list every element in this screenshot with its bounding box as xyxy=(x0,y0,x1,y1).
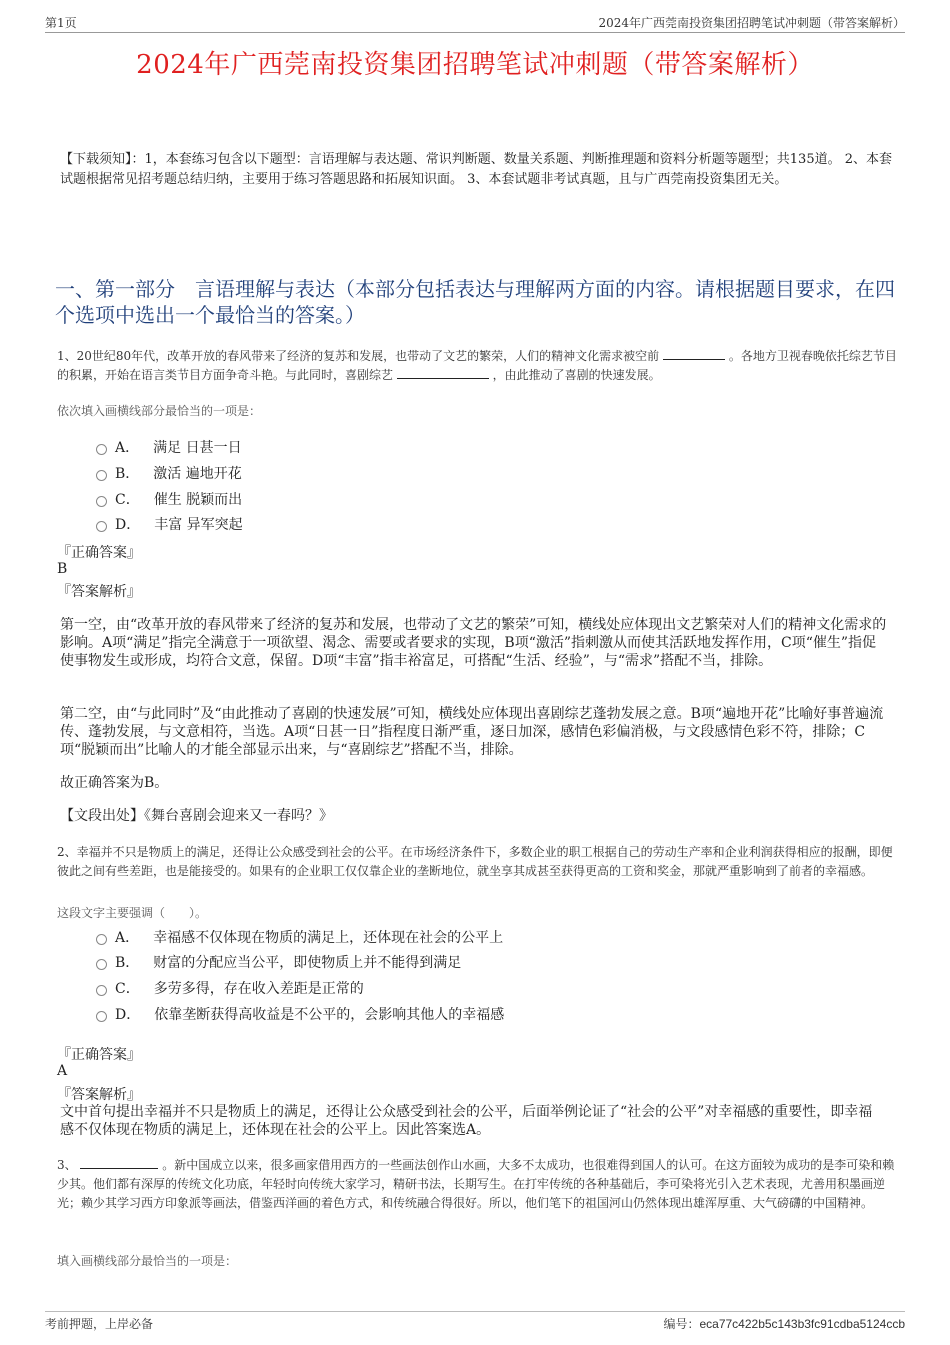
option-letter: B． xyxy=(115,955,140,971)
question-3-text xyxy=(57,1156,895,1213)
radio-icon[interactable] xyxy=(96,496,107,507)
radio-icon[interactable] xyxy=(96,985,107,996)
option-letter: D． xyxy=(115,517,141,533)
q3-blank xyxy=(80,1156,158,1169)
header-divider xyxy=(45,32,905,33)
q2-analysis-label: 『答案解析』 xyxy=(57,1087,141,1103)
option-text: 丰富 异军突起 xyxy=(154,517,243,533)
q2-option-a[interactable] xyxy=(96,927,503,947)
q1-analysis-conclusion: 故正确答案为B。 xyxy=(60,775,169,791)
q1-blank-1 xyxy=(663,347,725,360)
q1-blank-2 xyxy=(397,366,489,379)
q2-prompt: 这段文字主要强调（ ）。 xyxy=(57,906,208,920)
option-text: 幸福感不仅体现在物质的满足上，还体现在社会的公平上 xyxy=(153,930,504,946)
section-title: 一、第一部分 言语理解与表达（本部分包括表达与理解两方面的内容。请根据题目要求，在四个选项中选出一个最恰当的答案。） xyxy=(55,277,895,327)
radio-icon[interactable] xyxy=(96,470,107,481)
radio-icon[interactable] xyxy=(96,521,107,532)
option-letter: B． xyxy=(115,466,140,482)
option-text: 满足 日甚一日 xyxy=(153,440,242,456)
q2-answer: A xyxy=(57,1063,68,1079)
q2-answer-label: 『正确答案』 xyxy=(57,1047,141,1063)
radio-icon[interactable] xyxy=(96,934,107,945)
q1-analysis-paragraph-2: 第二空，由“与此同时”及“由此推动了喜剧的快速发展”可知，横线处应体现出喜剧综艺蓬勃发展之意。B项“遍地开花”比喻好事普遍流传、蓬勃发展，与文意相符，当选。A项“日甚一日”指程度日渐严重，逐日加深，感情色彩偏消极，与文段感情色彩不符，排除；C项“脱颖而出”比喻人的才能全部显示出来，与“喜剧综艺”搭配不当，排除。 xyxy=(60,706,884,758)
option-text: 依靠垄断获得高收益是不公平的，会影响其他人的幸福感 xyxy=(154,1007,505,1023)
q1-option-c[interactable] xyxy=(96,489,242,509)
q1-text-part-c: ，由此推动了喜剧的快速发展。 xyxy=(492,368,661,382)
q2-option-c[interactable] xyxy=(96,978,364,998)
question-1-text xyxy=(57,347,897,385)
option-letter: C． xyxy=(115,492,140,508)
footer-slogan: 考前押题，上岸必备 xyxy=(45,1317,154,1331)
q1-analysis-label: 『答案解析』 xyxy=(57,584,141,600)
q2-analysis: 文中首句提出幸福并不只是物质上的满足，还得让公众感受到社会的公平，后面举例论证了“社会的公平”对幸福感的重要性，即幸福感不仅体现在物质的满足上，还体现在社会的公平上。因此答案选A。 xyxy=(60,1104,873,1138)
option-text: 激活 遍地开花 xyxy=(153,466,242,482)
q1-text-part-b: 。各地方卫视春晚依托综艺节目的积累，开始在语言类节目方面争奇斗艳。与此同时，喜剧综艺 xyxy=(57,349,897,382)
question-2-text: 2、幸福并不只是物质上的满足，还得让公众感受到社会的公平。在市场经济条件下，多数企业的职工根据自己的劳动生产率和企业利润获得相应的报酬，即便彼此之间有些差距，也是能接受的。如果有的企业职工仅仅靠企业的垄断地位，就坐享其成甚至获得更高的工资和奖金，那就严重影响到了前者的幸福感。 xyxy=(57,845,893,878)
radio-icon[interactable] xyxy=(96,444,107,455)
document-title: 2024年广西莞南投资集团招聘笔试冲刺题（带答案解析） xyxy=(136,50,814,80)
q1-answer-label: 『正确答案』 xyxy=(57,545,141,561)
header-doc-title: 2024年广西莞南投资集团招聘笔试冲刺题（带答案解析） xyxy=(598,16,905,30)
q1-option-b[interactable] xyxy=(96,463,242,483)
option-letter: A． xyxy=(115,440,140,456)
option-text: 多劳多得，存在收入差距是正常的 xyxy=(153,981,364,997)
q1-prompt: 依次填入画横线部分最恰当的一项是： xyxy=(57,404,262,418)
q1-option-d[interactable] xyxy=(96,514,243,534)
download-notice: 【下载须知】：1，本套练习包含以下题型：言语理解与表达题、常识判断题、数量关系题、判断推理题和资料分析题等题型；共135道。 2、本套试题根据常见招考题总结归纳，主要用于练习答题思路和拓展知识面。 3、本套试题非考试真题，且与广西莞南投资集团无关。 xyxy=(60,152,892,187)
option-letter: C． xyxy=(115,981,140,997)
q1-source: 【文段出处】《舞台喜剧会迎来又一春吗？》 xyxy=(60,808,333,824)
q1-analysis-paragraph-1: 第一空，由“改革开放的春风带来了经济的复苏和发展，也带动了文艺的繁荣”可知，横线处应体现出文艺繁荣对人们的精神文化需求的影响。A项“满足”指完全满意于一项欲望、渴念、需要或者要求的实现，B项“激活”指刺激从而使其活跃地发挥作用，C项“催生”指促使事物发生或形成，均符合文意，保留。D项“丰富”指丰裕富足，可搭配“生活、经验”，与“需求”搭配不当，排除。 xyxy=(60,617,887,669)
q3-prompt: 填入画横线部分最恰当的一项是： xyxy=(57,1254,238,1268)
footer-serial: 编号：eca77c422b5c143b3fc91cdba5124ccb xyxy=(663,1317,905,1331)
q1-answer: B xyxy=(57,561,68,577)
option-text: 催生 脱颖而出 xyxy=(153,492,243,508)
q3-number: 3、 xyxy=(57,1158,77,1172)
q2-option-d[interactable] xyxy=(96,1004,504,1024)
q3-body: 。新中国成立以来，很多画家借用西方的一些画法创作山水画，大多不太成功，也很难得到国人的认可。在这方面较为成功的是李可染和赖少其。他们都有深厚的传统文化功底，年轻时向传统大家学习，精研书法，长期写生。在打牢传统的各种基础后，李可染将光引入艺术表现，尤善用积墨画逆光；赖少其学习西方印象派等画法，借鉴西洋画的着色方式，和传统融合得很好。所以，他们笔下的祖国河山仍然体现出雄浑厚重、大气磅礴的中国精神。 xyxy=(57,1158,895,1210)
option-letter: A． xyxy=(115,930,140,946)
q2-option-b[interactable] xyxy=(96,952,461,972)
q1-option-a[interactable] xyxy=(96,437,242,457)
page-number: 第1页 xyxy=(45,16,77,30)
radio-icon[interactable] xyxy=(96,959,107,970)
footer-divider xyxy=(45,1311,905,1312)
radio-icon[interactable] xyxy=(96,1011,107,1022)
q1-text-part-a: 1、20世纪80年代，改革开放的春风带来了经济的复苏和发展，也带动了文艺的繁荣，人们的精神文化需求被空前 xyxy=(57,349,660,363)
option-letter: D． xyxy=(115,1007,141,1023)
option-text: 财富的分配应当公平，即使物质上并不能得到满足 xyxy=(153,955,462,971)
